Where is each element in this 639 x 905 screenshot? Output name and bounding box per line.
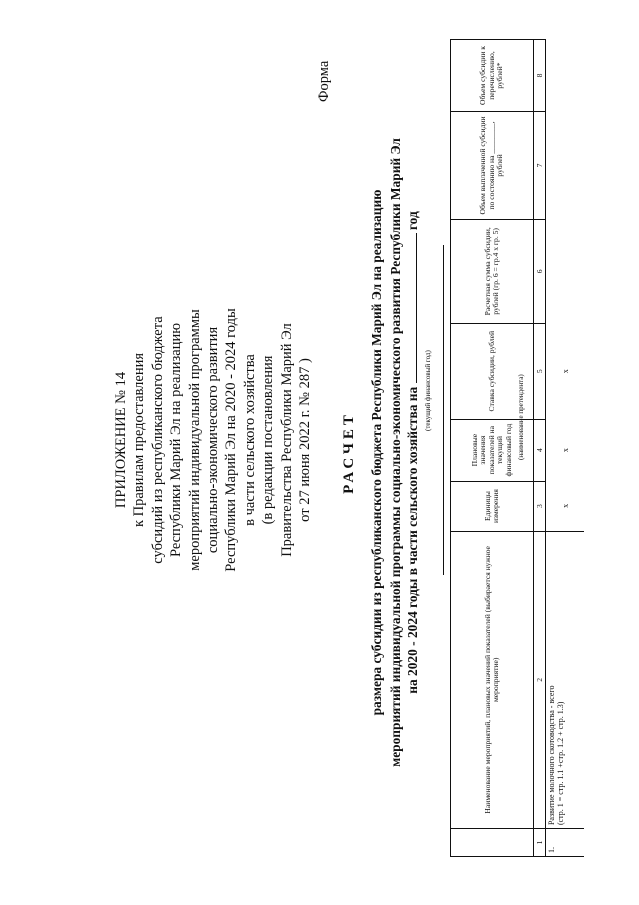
header-cell: Объем субсидии к перечислению, рублей* [451, 40, 534, 112]
calc-cell [546, 219, 585, 323]
transfer-cell [546, 40, 585, 112]
column-number: 8 [534, 40, 546, 112]
row-number: 1. [546, 829, 585, 857]
document-heading: РАСЧЕТ [341, 411, 357, 494]
header-cell: Объем выплаченной субсидии по состоянию на ________, рублей [451, 112, 534, 220]
title-line-3 [405, 40, 421, 865]
annex-block [112, 220, 314, 660]
title-line-2: мероприятий индивидуальной программы социально-экономического развития Республики Марий Эл [388, 138, 403, 767]
row-name: Развитие молочного скотоводства - всего [547, 685, 556, 826]
year-note: (текущий финансовый год) [424, 350, 432, 431]
column-number: 3 [534, 481, 546, 531]
column-number: 1 [534, 829, 546, 857]
header-cell: Ставка субсидии, рублей [451, 323, 534, 419]
unit-cell: х [560, 503, 570, 508]
applicant-blank-line [443, 245, 444, 575]
header-cell: Расчетная сумма субсидии, рублей (гр. 6 = гр.4 х гр. 5) [451, 219, 534, 323]
annex-line: (в редакции постановления [260, 355, 277, 525]
year-blank [405, 233, 417, 383]
column-number: 2 [534, 531, 546, 828]
annex-line: в части сельского хозяйства [241, 354, 258, 526]
header-cell: Наименование мероприятий, плановых значений показателей (выбирается нужное мероприятие) [451, 531, 534, 828]
column-number: 5 [534, 323, 546, 419]
annex-line: субсидий из республиканского бюджета [149, 316, 166, 564]
annex-line: к Правилам предоставления [131, 352, 148, 528]
header-cell [451, 829, 534, 857]
row-name-cell [546, 531, 585, 828]
header-cell: Единицы измерения [451, 481, 534, 531]
column-number: 6 [534, 219, 546, 323]
annex-line: ПРИЛОЖЕНИЕ № 14 [113, 371, 129, 509]
applicant-note: (наименование претендента) [517, 374, 525, 460]
header-cell: Плановые значения показателей на текущий финансовый год [451, 419, 534, 481]
column-number: 7 [534, 112, 546, 220]
table-row [546, 40, 585, 857]
annex-line: от 27 июня 2022 г. № 287 ) [297, 358, 314, 522]
row-formula: (стр. 1 = стр. 1.1 +стр. 1.2 + стр. 1.3) [556, 701, 565, 826]
form-label: Форма [316, 60, 332, 102]
annex-line: социально-экономического развития [205, 326, 222, 554]
title-line-3-start: на 2020 - 2024 годы в части сельского хозяйства на [405, 386, 420, 694]
title-line-3-end: год [405, 211, 420, 231]
annex-line: Республики Марий Эл на 2020 - 2024 годы [223, 308, 240, 572]
rate-cell: х [560, 369, 570, 374]
column-number-row [534, 40, 546, 857]
paid-cell [546, 112, 585, 220]
annex-line: мероприятий индивидуальной программы [186, 309, 203, 571]
annex-line: Республики Марий Эл на реализацию [168, 322, 185, 558]
annex-line: Правительства Республики Марий Эл [278, 323, 295, 557]
column-number: 4 [534, 419, 546, 481]
plan-cell: х [560, 448, 570, 453]
title-line-1: размера субсидии из республиканского бюджета Республики Марий Эл на реализацию [369, 189, 384, 716]
